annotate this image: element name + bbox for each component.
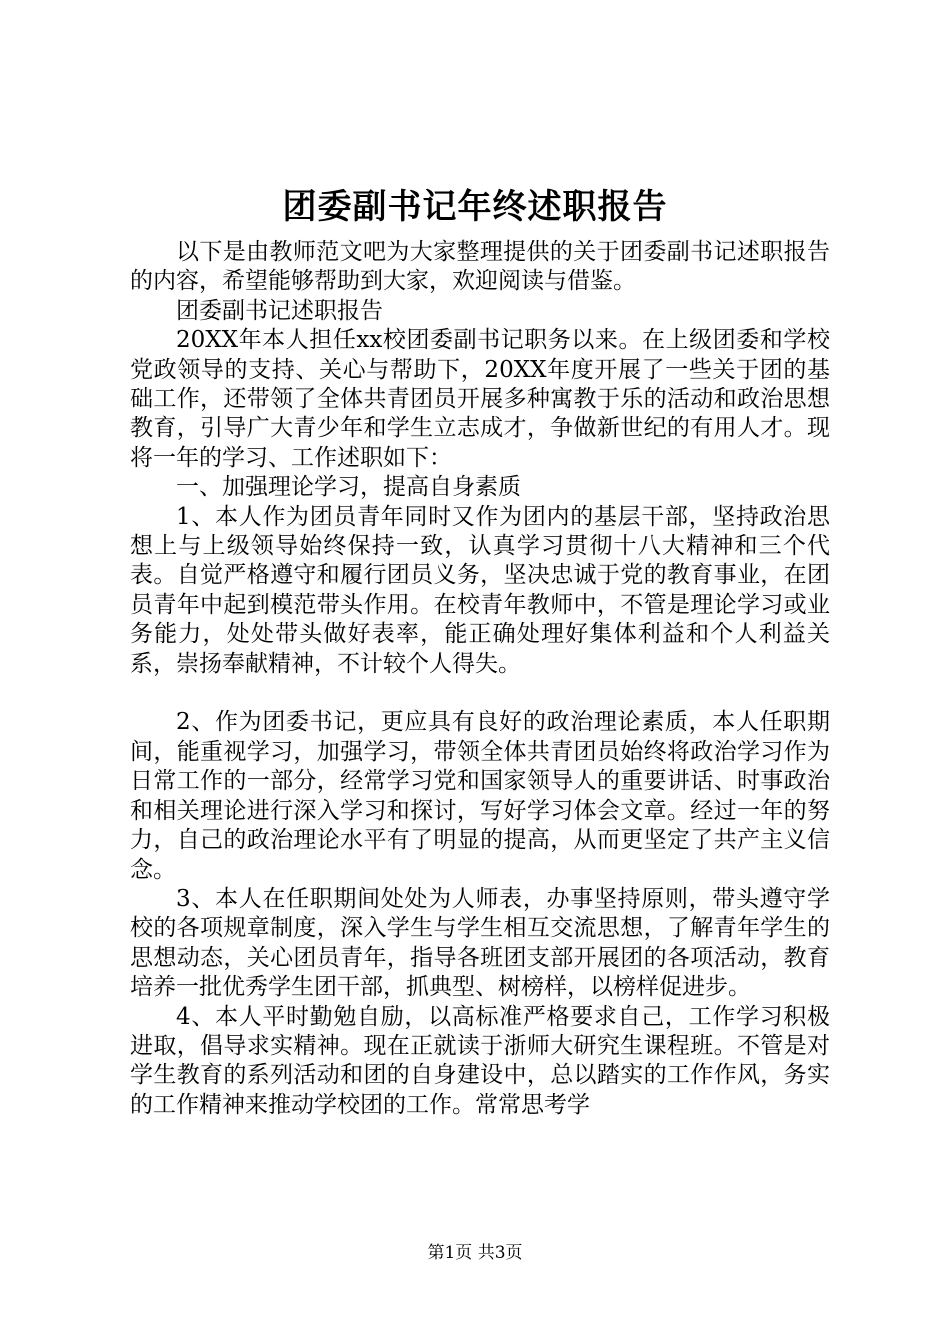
- paragraph-subtitle: 团委副书记述职报告: [176, 297, 383, 324]
- paragraph-item-3: 3、本人在任职期间处处为人师表，办事坚持原则，带头遵守学校的各项规章制度，深入学生与学生相互交流思想，了解青年学生的思想动态，关心团员青年，指导各班团支部开展团的各项活动，教育培养一批优秀学生团干部，抓典型、树榜样，以榜样促进步。: [130, 885, 830, 1001]
- paragraph-item-2: 2、作为团委书记，更应具有良好的政治理论素质，本人任职期间，能重视学习，加强学习，带领全体共青团员始终将政治学习作为日常工作的一部分，经常学习党和国家领导人的重要讲话、时事政治和相关理论进行深入学习和探讨，写好学习体会文章。经过一年的努力，自己的政治理论水平有了明显的提高，从而更坚定了共产主义信念。: [130, 709, 830, 883]
- document-body: [130, 238, 830, 1120]
- document-title: 团委副书记年终述职报告: [282, 187, 668, 227]
- page-footer: 第1页 共3页: [427, 1243, 523, 1263]
- paragraph-overview: 20XX年本人担任xx校团委副书记职务以来。在上级团委和学校党政领导的支持、关心与帮助下，20XX年度开展了一些关于团的基础工作，还带领了全体共青团员开展多种寓教于乐的活动和政治思想教育，引导广大青少年和学生立志成才，争做新世纪的有用人才。现将一年的学习、工作述职如下：: [130, 327, 830, 471]
- paragraph-item-1: 1、本人作为团员青年同时又作为团内的基层干部，坚持政治思想上与上级领导始终保持一致，认真学习贯彻十八大精神和三个代表。自觉严格遵守和履行团员义务，坚决忠诚于党的教育事业，在团员青年中起到模范带头作用。在校青年教师中，不管是理论学习或业务能力，处处带头做好表率，能正确处理好集体利益和个人利益关系，崇扬奉献精神，不计较个人得失。: [130, 503, 830, 677]
- paragraph-intro: 以下是由教师范文吧为大家整理提供的关于团委副书记述职报告的内容，希望能够帮助到大家，欢迎阅读与借鉴。: [130, 239, 830, 295]
- section-heading-1: 一、加强理论学习，提高自身素质: [176, 474, 521, 501]
- paragraph-item-4: 4、本人平时勤勉自励，以高标准严格要求自己，工作学习积极进取，倡导求实精神。现在正就读于浙师大研究生课程班。不管是对学生教育的系列活动和团的自身建设中，总以踏实的工作作风，务实的工作精神来推动学校团的工作。常常思考学: [130, 1003, 830, 1118]
